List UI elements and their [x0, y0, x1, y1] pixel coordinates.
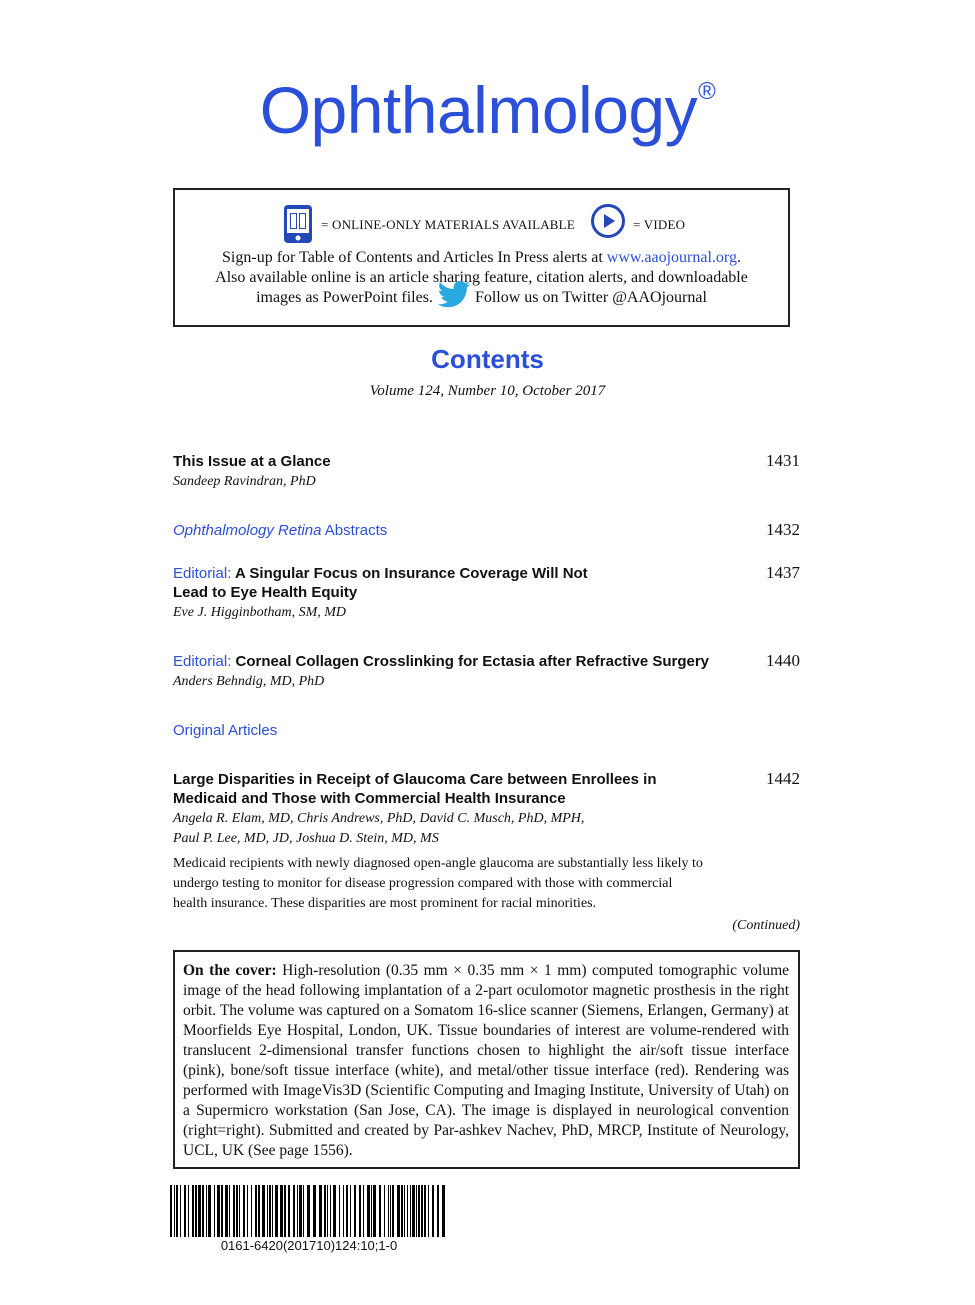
contents-heading: Contents [431, 344, 544, 374]
info-line-1: Sign-up for Table of Contents and Articles In Press alerts at www.aaojournal.org. [222, 249, 741, 266]
cover-label: On the cover: [183, 962, 277, 979]
info-line-2: Also available online is an article sharing feature, citation alerts, and downloadable [215, 269, 748, 286]
entry-title[interactable]: Ophthalmology Retina Abstracts [173, 522, 388, 539]
barcode-number: 0161-6420(201710)124:10;1-0 [220, 1238, 398, 1253]
aaojournal-link[interactable]: www.aaojournal.org [606, 249, 737, 266]
cover-description-box [173, 950, 800, 1169]
page-number: 1442 [766, 769, 800, 788]
entry-author: Sandeep Ravindran, PhD [173, 474, 316, 489]
registered-mark: ® [698, 78, 716, 105]
page-number: 1440 [766, 651, 800, 670]
info-box [173, 188, 790, 327]
editorial-label: Editorial: [173, 653, 232, 670]
barcode-image [168, 1185, 450, 1237]
article-summary: Medicaid recipients with newly diagnosed open-angle glaucoma are substantially less likely to undergo testing to monitor for disease progression compared with those with commercial health insurance. These disparities are most prominent for racial minorities. [173, 856, 703, 911]
info-text [175, 248, 788, 308]
cover-text: High-resolution (0.35 mm × 0.35 mm × 1 mm) computed tomographic volume image of the head following implantation of a 2-part oculomotor magnetic prosthesis in the right orbit. The volume was captured on a Somatom 16-slice scanner (Siemens, Erlangen, Germany) at Moorfields Eye Hospital, London, UK. Tissue boundaries of interest are volume-rendered with translucent 2-dimensional transfer functions chosen to highlight the air/soft tissue interface (pink), bone/soft tissue interface (white), and metal/other tissue interface (red). Rendering was performed with ImageVis3D (Scientific Computing and Imaging Institute, University of Utah) on a Supermicro workstation (San Jose, CA). The image is displayed in neurological convention (right=right). Submitted and created by Par-ashkev Nachev, PhD, MRCP, Institute of Neurology, UCL, UK (See page 1556). [183, 962, 789, 1159]
video-label: = VIDEO [633, 217, 686, 232]
article-authors: Angela R. Elam, MD, Chris Andrews, PhD, David C. Musch, PhD, MPH, Paul P. Lee, MD, JD, Joshua D. Stein, MD, MS [173, 811, 585, 846]
entry-title[interactable]: This Issue at a Glance [173, 453, 331, 470]
online-only-label: = ONLINE-ONLY MATERIALS AVAILABLE [321, 217, 575, 232]
twitter-bird-icon [437, 280, 471, 308]
page-number: 1437 [766, 563, 800, 582]
volume-line: Volume 124, Number 10, October 2017 [369, 383, 606, 399]
play-icon [591, 204, 625, 238]
legend-row [175, 204, 788, 248]
editorial-label: Editorial: [173, 565, 232, 582]
entry-title[interactable]: Editorial: Corneal Collagen Crosslinking for Ectasia after Refractive Surgery [173, 653, 710, 670]
entry-author: Eve J. Higginbotham, SM, MD [173, 605, 347, 620]
page-number: 1431 [766, 451, 800, 470]
info-line-3: images as PowerPoint files. Follow us on Twitter @AAOjournal [175, 288, 788, 308]
page-number: 1432 [766, 520, 800, 539]
entry-author: Anders Behndig, MD, PhD [173, 674, 325, 689]
section-heading-original-articles: Original Articles [173, 722, 278, 739]
continued-label: (Continued) [732, 918, 800, 933]
entry-title[interactable]: Editorial: A Singular Focus on Insurance Coverage Will Not Lead to Eye Health Equity [173, 565, 588, 601]
journal-title: Ophthalmology® [259, 73, 716, 147]
article-title[interactable]: Large Disparities in Receipt of Glaucoma Care between Enrollees in Medicaid and Those with Commercial Health Insurance [173, 771, 657, 807]
tablet-book-icon [284, 205, 312, 243]
